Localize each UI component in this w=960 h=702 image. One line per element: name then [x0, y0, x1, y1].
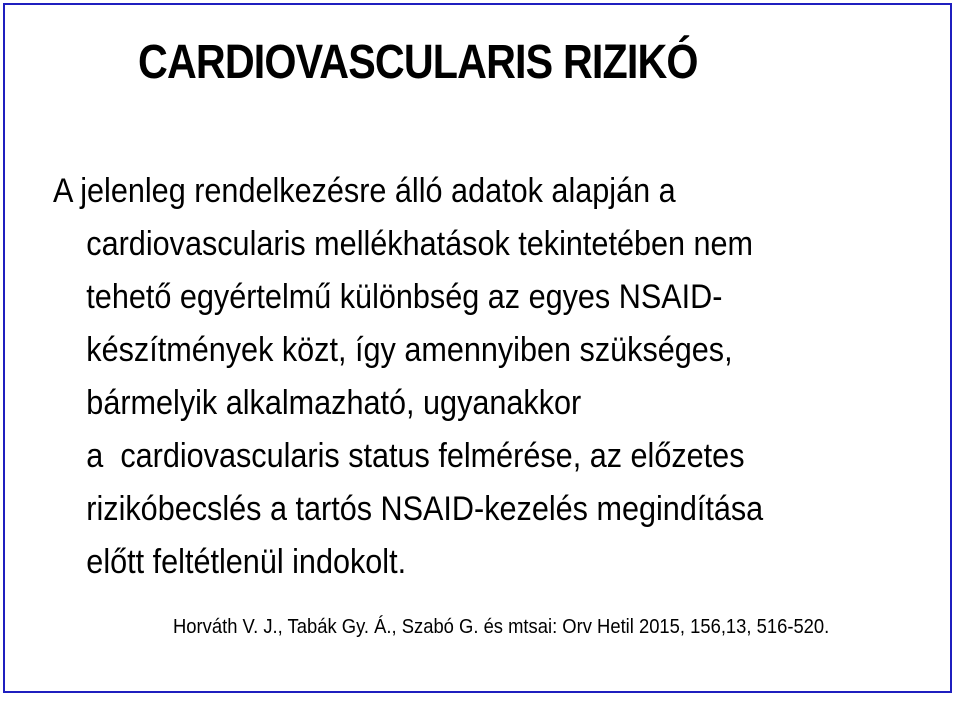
body-line: rizikóbecslés a tartós NSAID-kezelés megindítása: [86, 490, 764, 528]
citation-reference: Horváth V. J., Tabák Gy. Á., Szabó G. és mtsai: Orv Hetil 2015, 156,13, 516-520.: [173, 616, 830, 638]
slide-title: CARDIOVASCULARIS RIZIKÓ: [138, 36, 698, 89]
body-line: bármelyik alkalmazható, ugyanakkor: [86, 384, 582, 422]
body-line: tehető egyértelmű különbség az egyes NSAID-: [86, 278, 723, 316]
body-line: a cardiovascularis status felmérése, az előzetes: [86, 437, 745, 475]
body-paragraph: [53, 165, 842, 589]
body-line: cardiovascularis mellékhatások tekintetében nem: [86, 225, 754, 263]
body-line: készítmények közt, így amennyiben szükséges,: [86, 331, 733, 369]
body-line: A jelenleg rendelkezésre álló adatok alapján a: [53, 172, 676, 210]
slide-frame: [3, 3, 952, 693]
body-line: előtt feltétlenül indokolt.: [86, 543, 407, 581]
